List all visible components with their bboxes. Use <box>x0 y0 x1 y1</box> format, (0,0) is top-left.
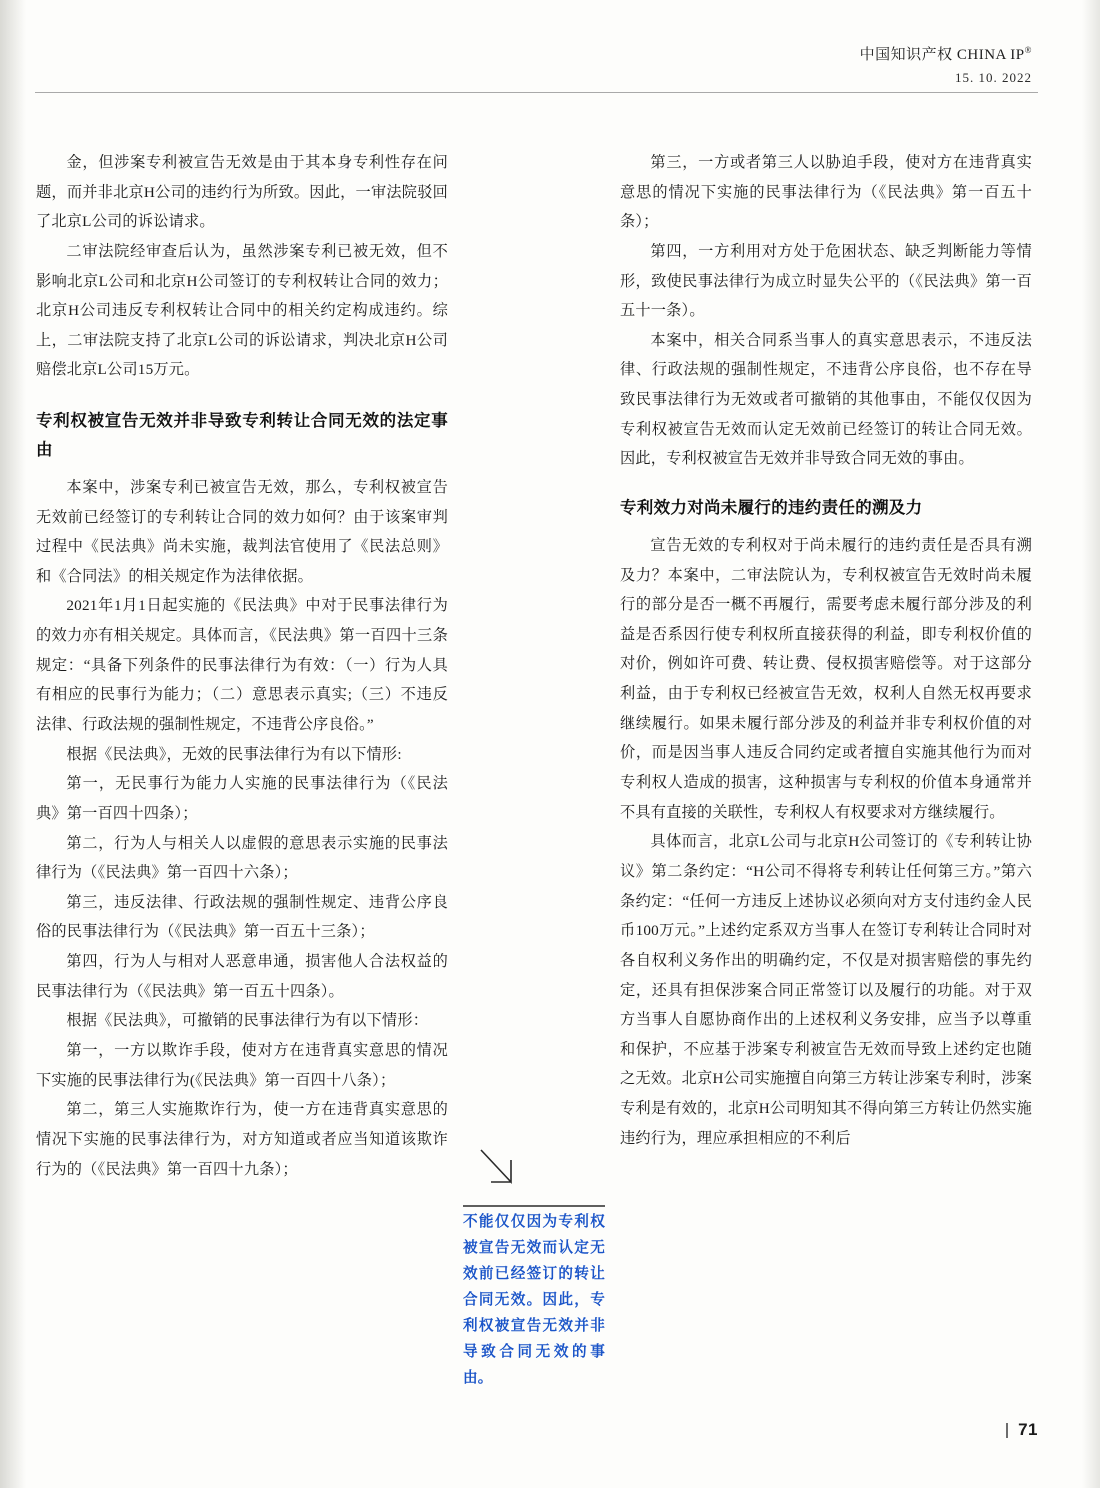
paragraph: 第二，行为人与相关人以虚假的意思表示实施的民事法律行为（《民法典》第一百四十六条）； <box>36 834 448 882</box>
issue-date: 15. 10. 2022 <box>955 69 1032 85</box>
publication-title-en: CHINA IP <box>956 47 1025 63</box>
paragraph: 本案中，相关合同系当事人的真实意思表示，不违反法律、行政法规的强制性规定，不违背公序良俗，也不存在导致民事法律行为无效或者可撤销的其他事由，不能仅仅因为专利权被宣告无效而认定无效前已经签订的转让合同无效。因此，专利权被宣告无效并非导致合同无效的事由。 <box>620 331 1032 468</box>
page-header <box>860 44 1032 88</box>
paragraph: 第四，一方利用对方处于危困状态、缺乏判断能力等情形，致使民事法律行为成立时显失公平的（《民法典》第一百五十一条）。 <box>620 242 1032 320</box>
paragraph: 宣告无效的专利权对于尚未履行的违约责任是否具有溯及力？本案中，二审法院认为，专利权被宣告无效时尚未履行的部分是否一概不再履行，需要考虑未履行部分涉及的利益是否系因行使专利权所直接获得的利益，即专利权价值的对价，例如许可费、转让费、侵权损害赔偿等。对于这部分利益，由于专利权已经被宣告无效，权利人自然无权再要求继续履行。如果未履行部分涉及的利益并非专利权价值的对价，而是因当事人违反合同约定或者擅自实施其他行为而对专利权人造成的损害，这种损害与专利权的价值本身通常并不具有直接的关联性，专利权人有权要求对方继续履行。 <box>620 536 1032 821</box>
paragraph: 第一，一方以欺诈手段，使对方在违背真实意思的情况下实施的民事法律行为(《民法典》第一百四十八条）； <box>36 1042 448 1089</box>
page-footer <box>1006 1420 1038 1440</box>
paragraph: 金，但涉案专利被宣告无效是由于其本身专利性存在问题，而并非北京H公司的违约行为所致。因此，一审法院驳回了北京L公司的诉讼请求。 <box>36 154 448 231</box>
paragraph: 二审法院经审查后认为，虽然涉案专利已被无效，但不影响北京L公司和北京H公司签订的专利权转让合同的效力；北京H公司违反专利权转让合同中的相关约定构成违约。综上，二审法院支持了北京L公司的诉讼请求，判决北京H公司赔偿北京L公司15万元。 <box>36 242 448 379</box>
header-divider <box>35 92 1038 93</box>
pull-quote-text: 不能仅仅因为专利权被宣告无效而认定无效前已经签订的转让合同无效。因此，专利权被宣告无效并非导致合同无效的事由。 <box>463 1214 605 1386</box>
paragraph: 本案中，涉案专利已被宣告无效，那么，专利权被宣告无效前已经签订的专利转让合同的效力如何？由于该案审判过程中《民法典》尚未实施，裁判法官使用了《民法总则》和《合同法》的相关规定作为法律依据。 <box>36 478 448 585</box>
paragraph: 第二，第三人实施欺诈行为，使一方在违背真实意思的情况下实施的民事法律行为，对方知道或者应当知道该欺诈行为的（《民法典》第一百四十九条）； <box>36 1101 448 1178</box>
section-heading-retroactivity: 专利效力对尚未履行的违约责任的溯及力 <box>620 499 923 518</box>
right-column <box>620 148 1032 1153</box>
publication-title <box>860 44 1032 67</box>
paragraph: 2021年1月1日起实施的《民法典》中对于民事法律行为的效力亦有相关规定。具体而言，《民法典》第一百四十三条规定：“具备下列条件的民事法律行为有效：（一）行为人具有相应的民事行为能力；（二）意思表示真实;（三）不违反法律、行政法规的强制性规定，不违背公序良俗。” <box>36 597 448 733</box>
paragraph: 根据《民法典》，可撤销的民事法律行为有以下情形： <box>66 1012 429 1030</box>
footer-rule <box>1006 1423 1008 1438</box>
paragraph: 具体而言，北京L公司与北京H公司签订的《专利转让协议》第二条约定：“H公司不得将专利转让任何第三方。”第六条约定：“任何一方违反上述协议必须向对方支付违约金人民币100万元。”上述约定系双方当事人在签订专利转让合同时对各自权利义务作出的明确约定，不仅是对损害赔偿的事先约定，还具有担保涉案合同正常签订以及履行的功能。对于双方当事人自愿协商作出的上述权利义务安排，应当予以尊重和保护，不应基于涉案专利被宣告无效而导致上述约定也随之无效。北京H公司实施擅自向第三方转让涉案专利时，涉案专利是有效的，北京H公司明知其不得向第三方转让仍然实施违约行为，理应承担相应的不利后 <box>620 833 1032 1147</box>
paragraph: 第一，无民事行为能力人实施的民事法律行为（《民法典》第一百四十四条）； <box>36 775 448 822</box>
paragraph: 第三，一方或者第三人以胁迫手段，使对方在违背真实意思的情况下实施的民事法律行为（《民法典》第一百五十条）； <box>620 154 1032 231</box>
quote-bracket-icon <box>463 1148 605 1210</box>
publication-title-cn: 中国知识产权 <box>859 47 953 63</box>
page-number: 71 <box>1018 1420 1038 1439</box>
paragraph: 第三，违反法律、行政法规的强制性规定、违背公序良俗的民事法律行为（《民法典》第一百五十三条）； <box>36 893 448 941</box>
section-heading-contract-invalidity: 专利权被宣告无效并非导致专利转让合同无效的法定事由 <box>36 412 448 459</box>
registered-mark: ® <box>1024 45 1032 55</box>
paragraph: 根据《民法典》，无效的民事法律行为有以下情形: <box>66 745 402 763</box>
left-column <box>36 148 448 1184</box>
pull-quote <box>463 1148 605 1392</box>
paragraph: 第四，行为人与相对人恶意串通，损害他人合法权益的民事法律行为（《民法典》第一百五十四条）。 <box>36 953 448 1000</box>
